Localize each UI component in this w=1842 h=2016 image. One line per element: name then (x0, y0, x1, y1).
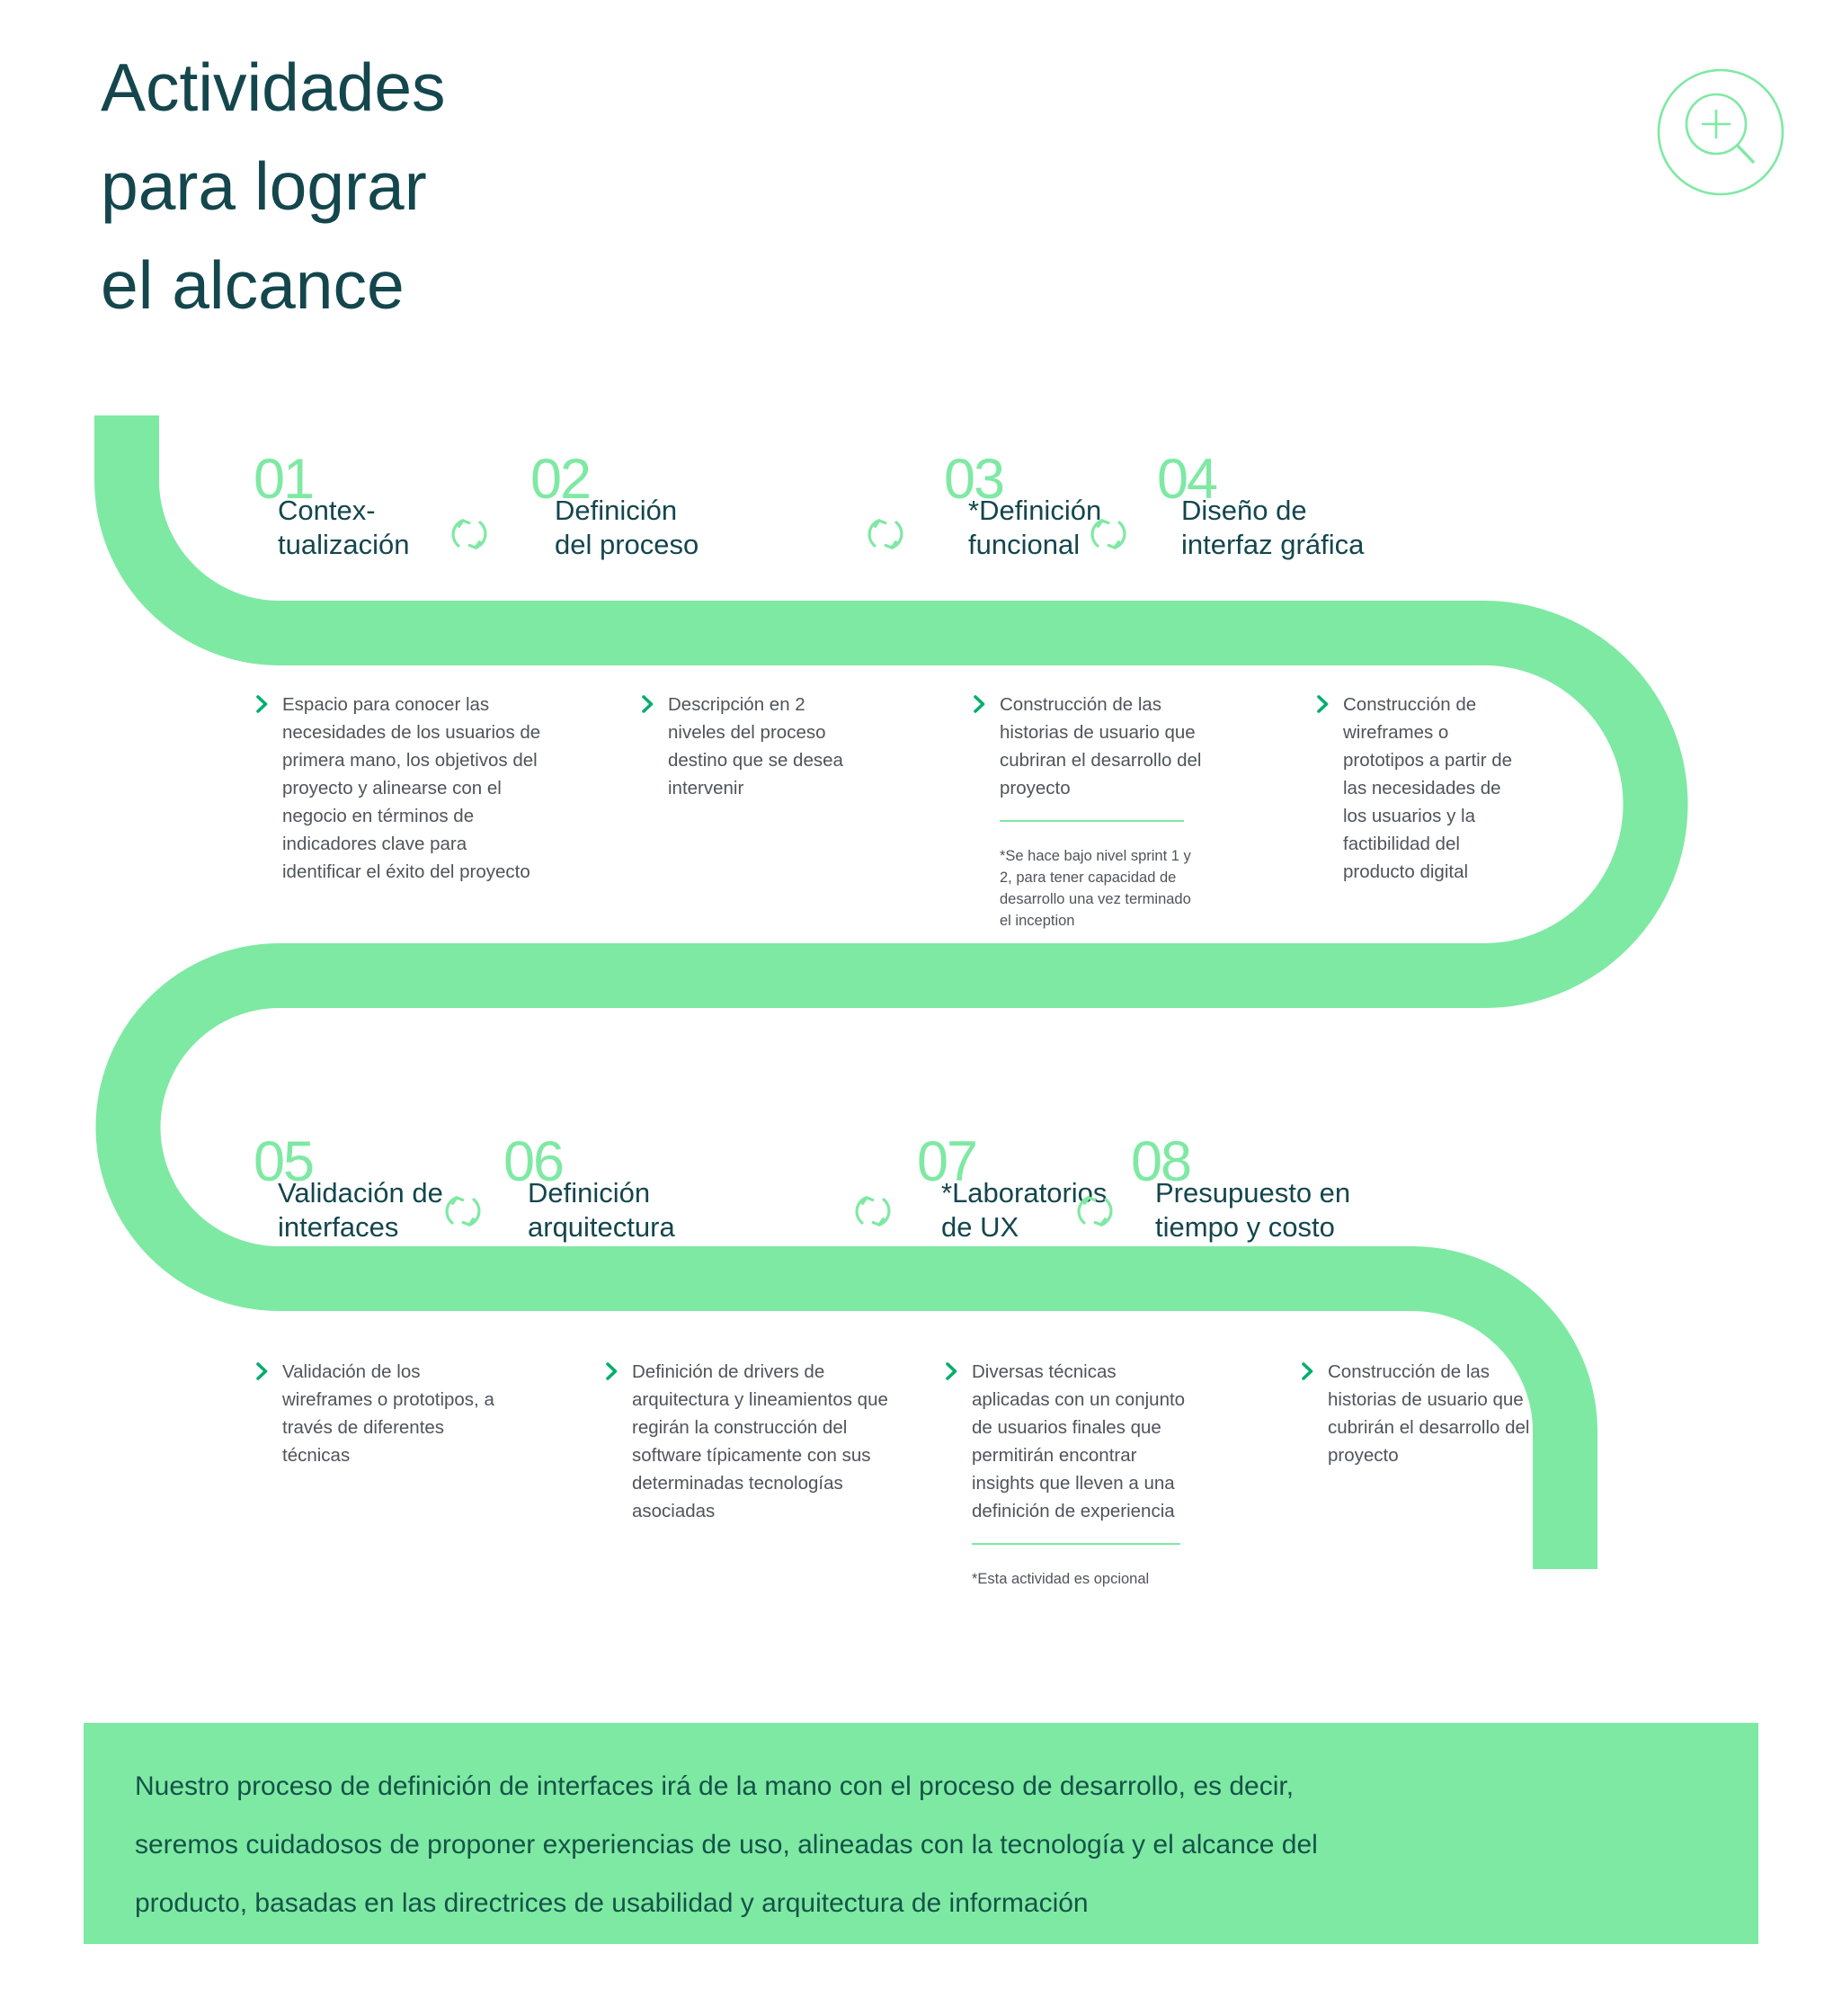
step-08 (1131, 1130, 1351, 1244)
step-number: 08 (1131, 1130, 1191, 1193)
summary-line: producto, basadas en las directrices de usabilidad y arquitectura de información (135, 1888, 1089, 1918)
zoom-in-icon[interactable] (1651, 62, 1794, 206)
step-02 (530, 448, 699, 562)
divider (972, 1543, 1180, 1545)
step-number: 02 (530, 448, 591, 511)
description-text: Descripción en 2 niveles del proceso destino que se desea intervenir (668, 694, 843, 798)
description-text: Definición de drivers de arquitectura y lineamientos que regirán la construcción del software típicamente con sus determinadas tecnologías asociadas (632, 1361, 888, 1521)
description-text: Construcción de las historias de usuario que cubriran el desarrollo del proyecto (1000, 694, 1202, 798)
step-title: Definición del proceso (555, 495, 699, 560)
description-text: Validación de los wireframes o prototipos, a través de diferentes técnicas (282, 1361, 494, 1466)
step-05 (254, 1130, 443, 1244)
step-title: Definición arquitectura (528, 1177, 675, 1243)
cycle-arrows-icon (446, 509, 493, 559)
page-title-line: el alcance (101, 247, 405, 323)
page-title-line: para lograr (101, 148, 427, 224)
step-04-description (1315, 691, 1523, 886)
step-number: 03 (944, 448, 1004, 511)
step-title: *Laboratorios de UX (941, 1177, 1108, 1243)
step-title: Contex- tualización (278, 495, 410, 560)
cycle-arrows-icon (440, 1186, 486, 1236)
cycle-arrows-icon (1085, 509, 1132, 559)
step-title: Validación de interfaces (278, 1177, 443, 1243)
step-08-description (1300, 1358, 1553, 1469)
step-title: *Definición funcional (968, 495, 1102, 560)
step-02-description (640, 691, 852, 802)
step-05-description (254, 1358, 505, 1469)
page-title (101, 38, 446, 335)
cycle-arrows-icon (862, 509, 909, 559)
step-06-description (604, 1358, 893, 1525)
step-title: Diseño de interfaz gráfica (1181, 495, 1365, 560)
chevron-right-icon (604, 1361, 618, 1381)
step-number: 04 (1157, 448, 1217, 511)
description-text: Diversas técnicas aplicadas con un conjunto de usuarios finales que permitirán encontrar insights que lleven a una definición de experiencia (972, 1361, 1186, 1521)
step-03 (944, 448, 1102, 562)
step-number: 01 (254, 448, 314, 511)
summary-banner (84, 1723, 1758, 1944)
step-note: *Se hace bajo nivel sprint 1 y 2, para tener capacidad de desarrollo una vez terminado el inception (1000, 848, 1191, 929)
cycle-arrows-icon (1072, 1186, 1118, 1236)
step-title: Presupuesto en tiempo y costo (1155, 1177, 1351, 1243)
chevron-right-icon (944, 1361, 958, 1381)
step-07-description (944, 1358, 1188, 1590)
step-01 (254, 448, 410, 562)
step-03-description (972, 691, 1214, 932)
step-06 (503, 1130, 675, 1244)
description-text: Espacio para conocer las necesidades de los usuarios de primera mano, los objetivos del proyecto y alinearse con el negocio en términos de indicadores clave para identificar el éxito del proyecto (282, 694, 541, 882)
divider (1000, 820, 1184, 822)
step-number: 07 (917, 1130, 977, 1193)
summary-line: seremos cuidadosos de proponer experiencias de uso, alineadas con la tecnología y el alcance del (135, 1830, 1318, 1860)
chevron-right-icon (1315, 694, 1330, 714)
chevron-right-icon (640, 694, 654, 714)
step-01-description (254, 691, 545, 886)
summary-line: Nuestro proceso de definición de interfaces irá de la mano con el proceso de desarrollo, es decir, (135, 1771, 1295, 1801)
step-number: 06 (503, 1130, 564, 1193)
chevron-right-icon (254, 1361, 269, 1381)
chevron-right-icon (1300, 1361, 1314, 1381)
summary-text (135, 1757, 1758, 1932)
chevron-right-icon (972, 694, 986, 714)
page-title-line: Actividades (101, 49, 446, 125)
step-04 (1157, 448, 1365, 562)
step-note: *Esta actividad es opcional (972, 1571, 1150, 1587)
chevron-right-icon (254, 694, 269, 714)
description-text: Construcción de las historias de usuario que cubrirán el desarrollo del proyecto (1328, 1361, 1530, 1466)
step-number: 05 (254, 1130, 314, 1193)
cycle-arrows-icon (850, 1186, 896, 1236)
description-text: Construcción de wireframes o prototipos a partir de las necesidades de los usuarios y la factibilidad del producto digital (1343, 694, 1513, 882)
